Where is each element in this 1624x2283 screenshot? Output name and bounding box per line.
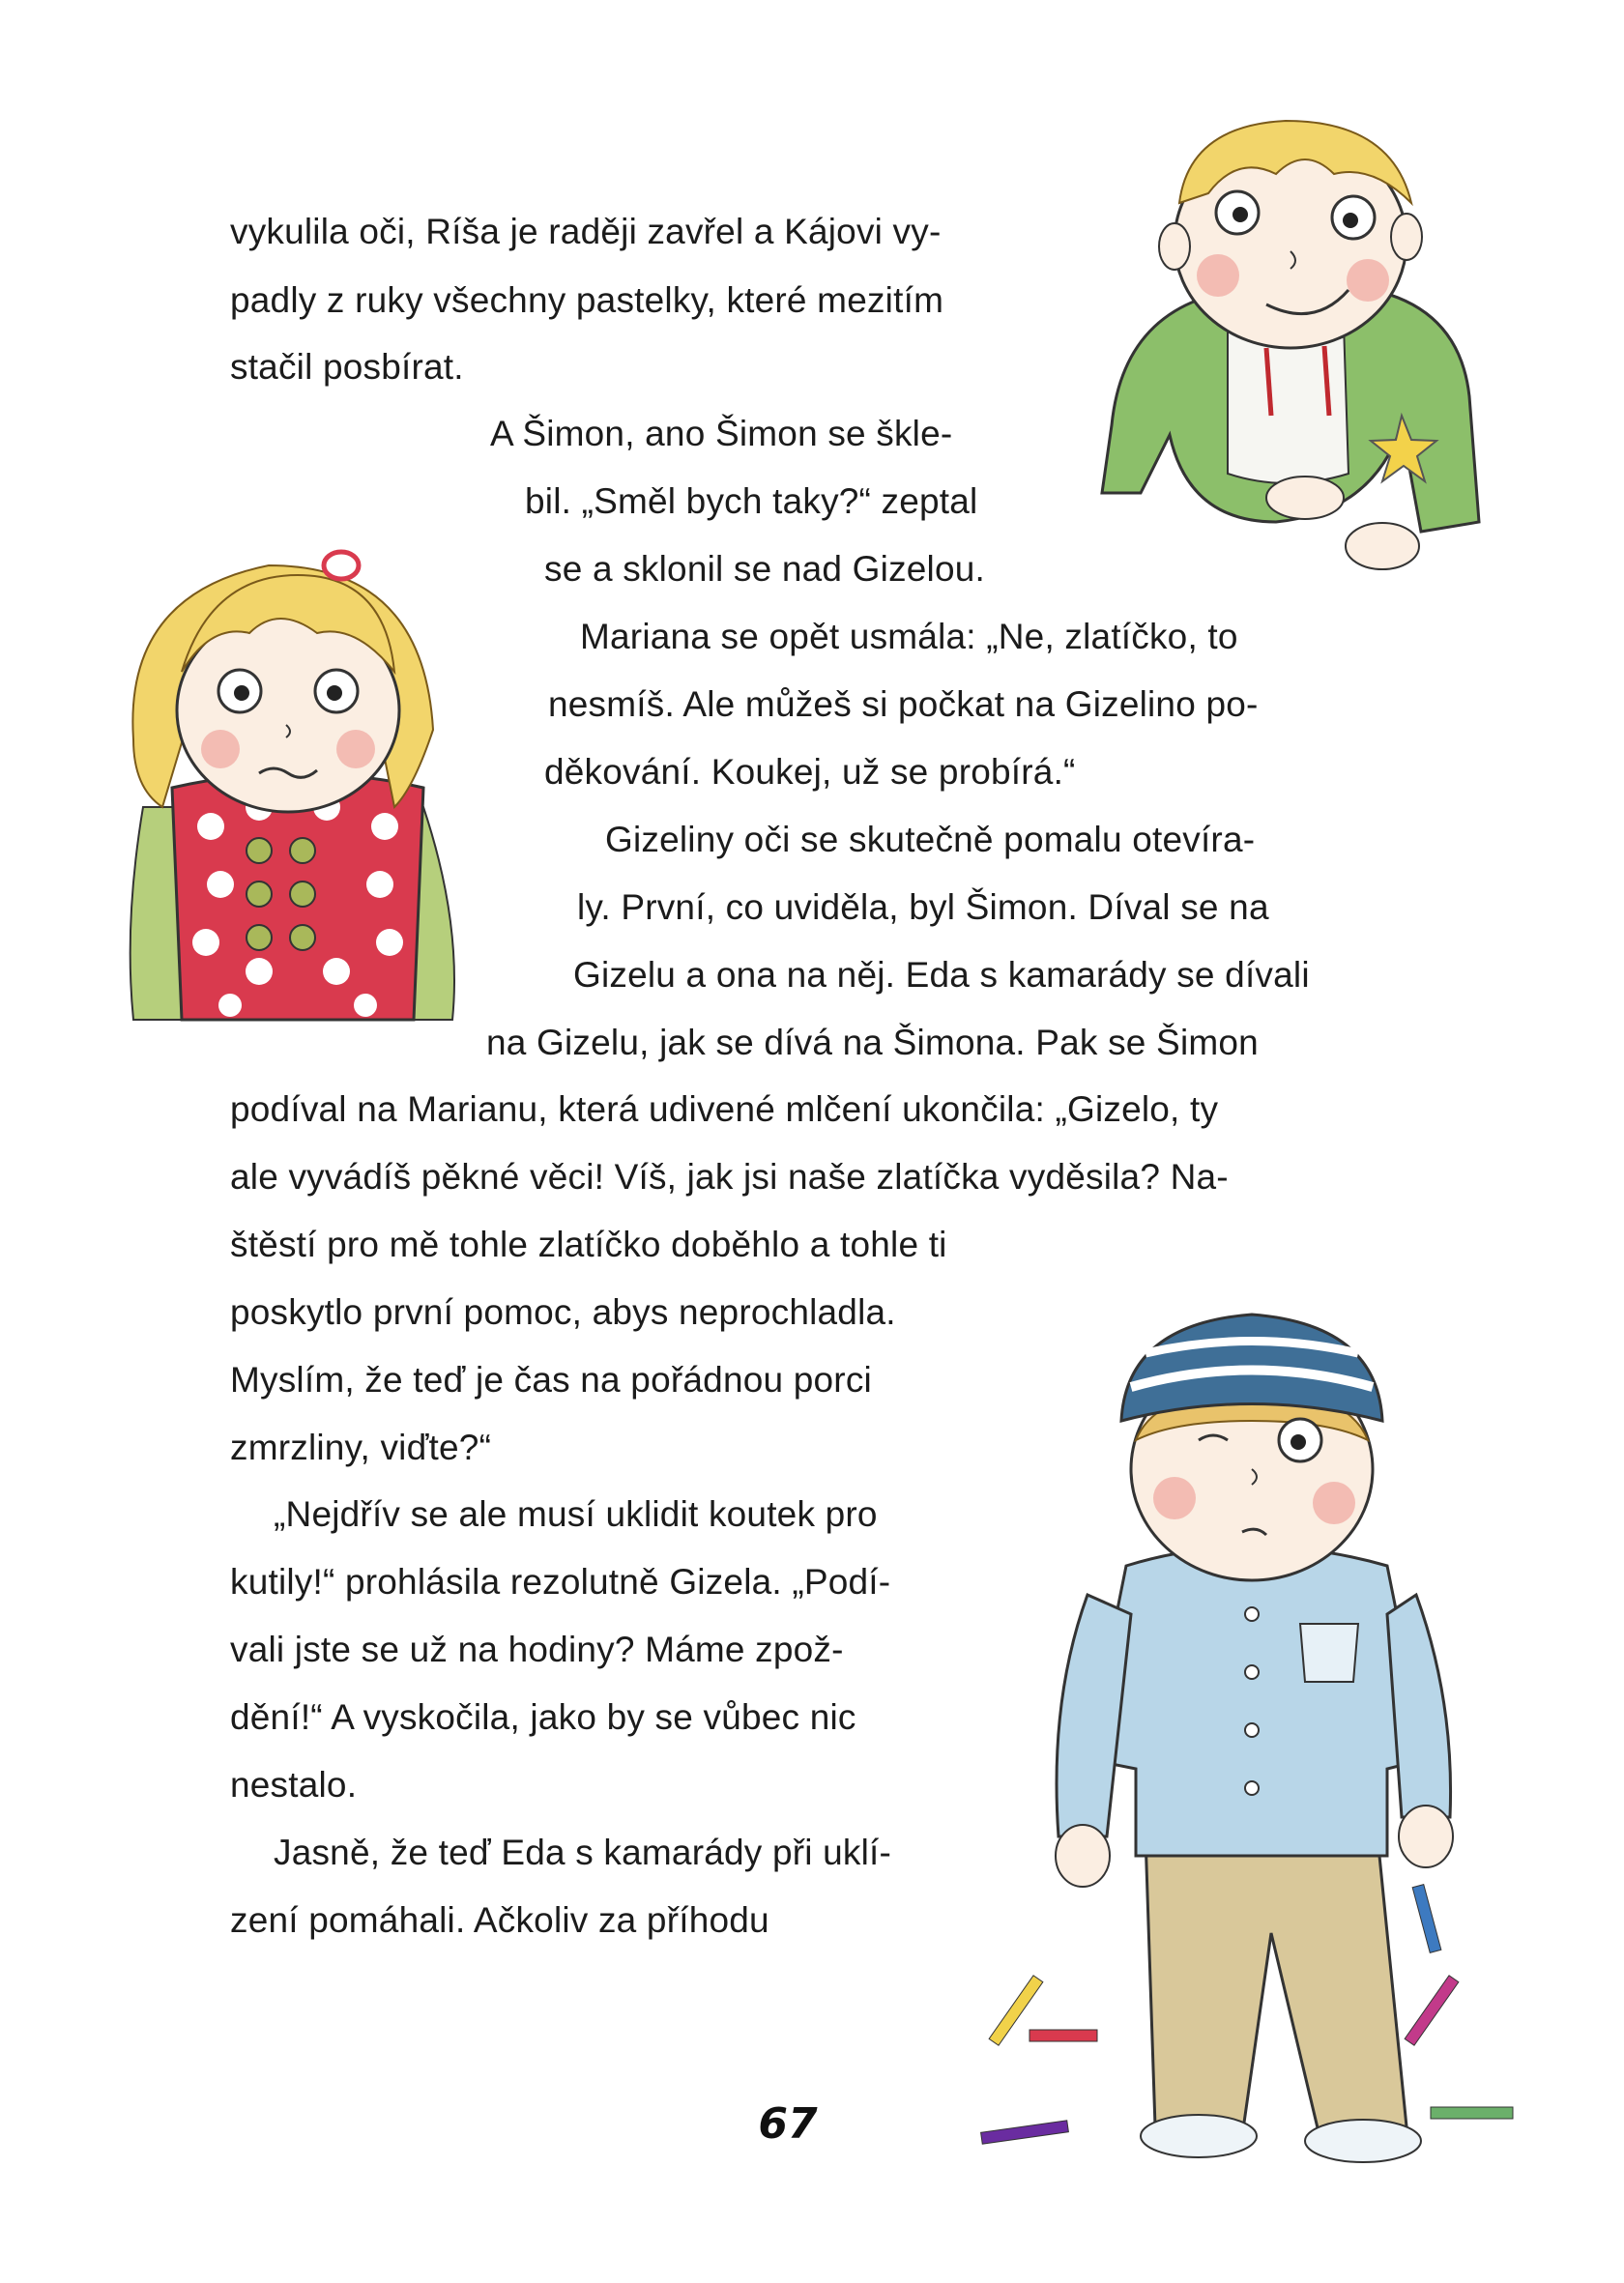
text-line: nestalo.: [230, 1765, 358, 1805]
text-line: poskytlo první pomoc, abys neprochladla.: [230, 1292, 896, 1332]
text-line: Mariana se opět usmála: „Ne, zlatíčko, to: [580, 617, 1238, 656]
text-line: Myslím, že teď je čas na pořádnou porci: [230, 1360, 872, 1400]
boy-green-jacket-illustration: [1083, 106, 1489, 590]
text-line: Gizeliny oči se skutečně pomalu otevíra-: [605, 820, 1256, 859]
text-line: nesmíš. Ale můžeš si počkat na Gizelino po-: [548, 684, 1259, 724]
text-line: Gizelu a ona na něj. Eda s kamarády se dívali: [573, 955, 1310, 995]
text-line: kutily!“ prohlásila rezolutně Gizela. „Podí-: [230, 1562, 891, 1602]
text-line: na Gizelu, jak se dívá na Šimona. Pak se Šimon: [486, 1023, 1259, 1062]
text-line: se a sklonil se nad Gizelou.: [544, 549, 986, 589]
text-line: zmrzliny, viďte?“: [230, 1428, 492, 1467]
text-line: A Šimon, ano Šimon se škle-: [490, 414, 953, 453]
text-line: bil. „Směl bych taky?“ zeptal: [525, 481, 978, 521]
girl-polka-dot-dress-illustration: [104, 517, 491, 1029]
text-line: Jasně, že teď Eda s kamarády při uklí-: [274, 1833, 892, 1872]
text-line: dění!“ A vyskočila, jako by se vůbec nic: [230, 1697, 856, 1737]
text-line: ale vyvádíš pěkné věci! Víš, jak jsi naše zlatíčka vyděsila? Na-: [230, 1157, 1229, 1197]
text-line: „Nejdřív se ale musí uklidit koutek pro: [274, 1494, 878, 1534]
text-line: padly z ruky všechny pastelky, které mezitím: [230, 280, 944, 320]
boy-striped-hat-illustration: [962, 1295, 1542, 2184]
text-line: stačil posbírat.: [230, 347, 464, 387]
page-number: 67: [758, 2099, 818, 2149]
text-line: děkování. Koukej, už se probírá.“: [544, 752, 1076, 792]
text-line: vykulila oči, Ríša je raději zavřel a Kájovi vy-: [230, 212, 942, 251]
text-line: ly. První, co uviděla, byl Šimon. Díval se na: [577, 887, 1269, 927]
text-line: zení pomáhali. Ačkoliv za příhodu: [230, 1900, 769, 1940]
text-line: štěstí pro mě tohle zlatíčko doběhlo a tohle ti: [230, 1225, 947, 1264]
text-line: vali jste se už na hodiny? Máme zpož-: [230, 1630, 844, 1669]
text-line: podíval na Marianu, která udivené mlčení ukončila: „Gizelo, ty: [230, 1089, 1219, 1129]
